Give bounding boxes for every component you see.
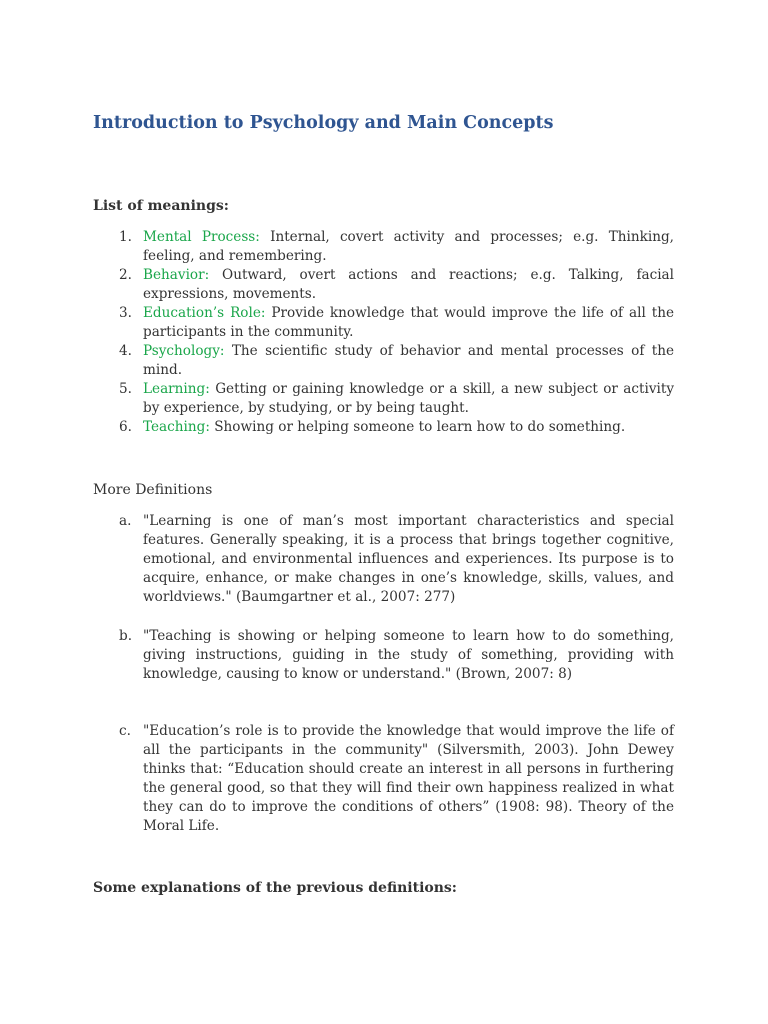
term-label: Behavior: [143, 267, 210, 283]
list-marker: b. [119, 628, 133, 644]
list-item [93, 512, 674, 607]
list-item [93, 627, 674, 684]
list-item [93, 342, 674, 380]
list-marker: 6. [119, 419, 132, 435]
term-label: Psychology: [143, 343, 225, 359]
definition-text: "Learning is one of man’s most important characteristics and special features. Generally speaking, it is a process that brings together cognitive, emotional, and environmental influences and experiences. Its purpose is to acquire, enhance, or make changes in one’s knowledge, skills, values, and worldviews." (Baumgartner et al., 2007: 277) [143, 513, 674, 605]
term-description: The scientific study of behavior and mental processes of the mind. [143, 343, 674, 378]
list-marker: 1. [119, 229, 132, 245]
definition-text: "Education’s role is to provide the knowledge that would improve the life of all the participants in the community" (Silversmith, 2003). John Dewey thinks that: “Education should create an interest in all persons in furthering the general good, so that they will find their own happiness realized in what they can do to improve the conditions of others” (1908: 98). Theory of the Moral Life. [143, 723, 674, 834]
list-item [93, 418, 674, 437]
list-marker: a. [119, 513, 132, 529]
list-marker: 3. [119, 305, 132, 321]
list-marker: c. [119, 723, 131, 739]
term-label: Teaching: [143, 419, 210, 435]
term-description: Showing or helping someone to learn how to do something. [209, 419, 626, 435]
term-label: Learning: [143, 381, 210, 397]
term-description: Getting or gaining knowledge or a skill, a new subject or activity by experience, by studying, or by being taught. [143, 381, 674, 416]
definitions-heading: More Definitions [93, 482, 213, 498]
definitions-list [93, 627, 674, 684]
definition-text: "Teaching is showing or helping someone to learn how to do something, giving instructions, guiding in the study of something, providing with knowledge, causing to know or understand." (Brown, 2007: 8) [143, 628, 674, 682]
term-description: Internal, covert activity and processes; e.g. Thinking, feeling, and remembering. [143, 229, 675, 264]
list-item [93, 228, 674, 266]
term-label: Mental Process: [143, 229, 260, 245]
meanings-heading: List of meanings: [93, 198, 229, 214]
explanations-heading: Some explanations of the previous definitions: [93, 880, 457, 896]
definitions-list [93, 512, 674, 607]
term-description: Outward, overt actions and reactions; e.g. Talking, facial expressions, movements. [143, 267, 674, 302]
document-title: Introduction to Psychology and Main Concepts [93, 113, 554, 133]
list-marker: 2. [119, 267, 132, 283]
list-item [93, 380, 674, 418]
meanings-list [93, 228, 674, 437]
list-item [93, 722, 674, 836]
term-description: Provide knowledge that would improve the life of all the participants in the community. [143, 305, 674, 340]
list-item [93, 266, 674, 304]
term-label: Education’s Role: [143, 305, 266, 321]
list-marker: 5. [119, 381, 132, 397]
list-item [93, 304, 674, 342]
list-marker: 4. [119, 343, 132, 359]
definitions-list [93, 722, 674, 836]
